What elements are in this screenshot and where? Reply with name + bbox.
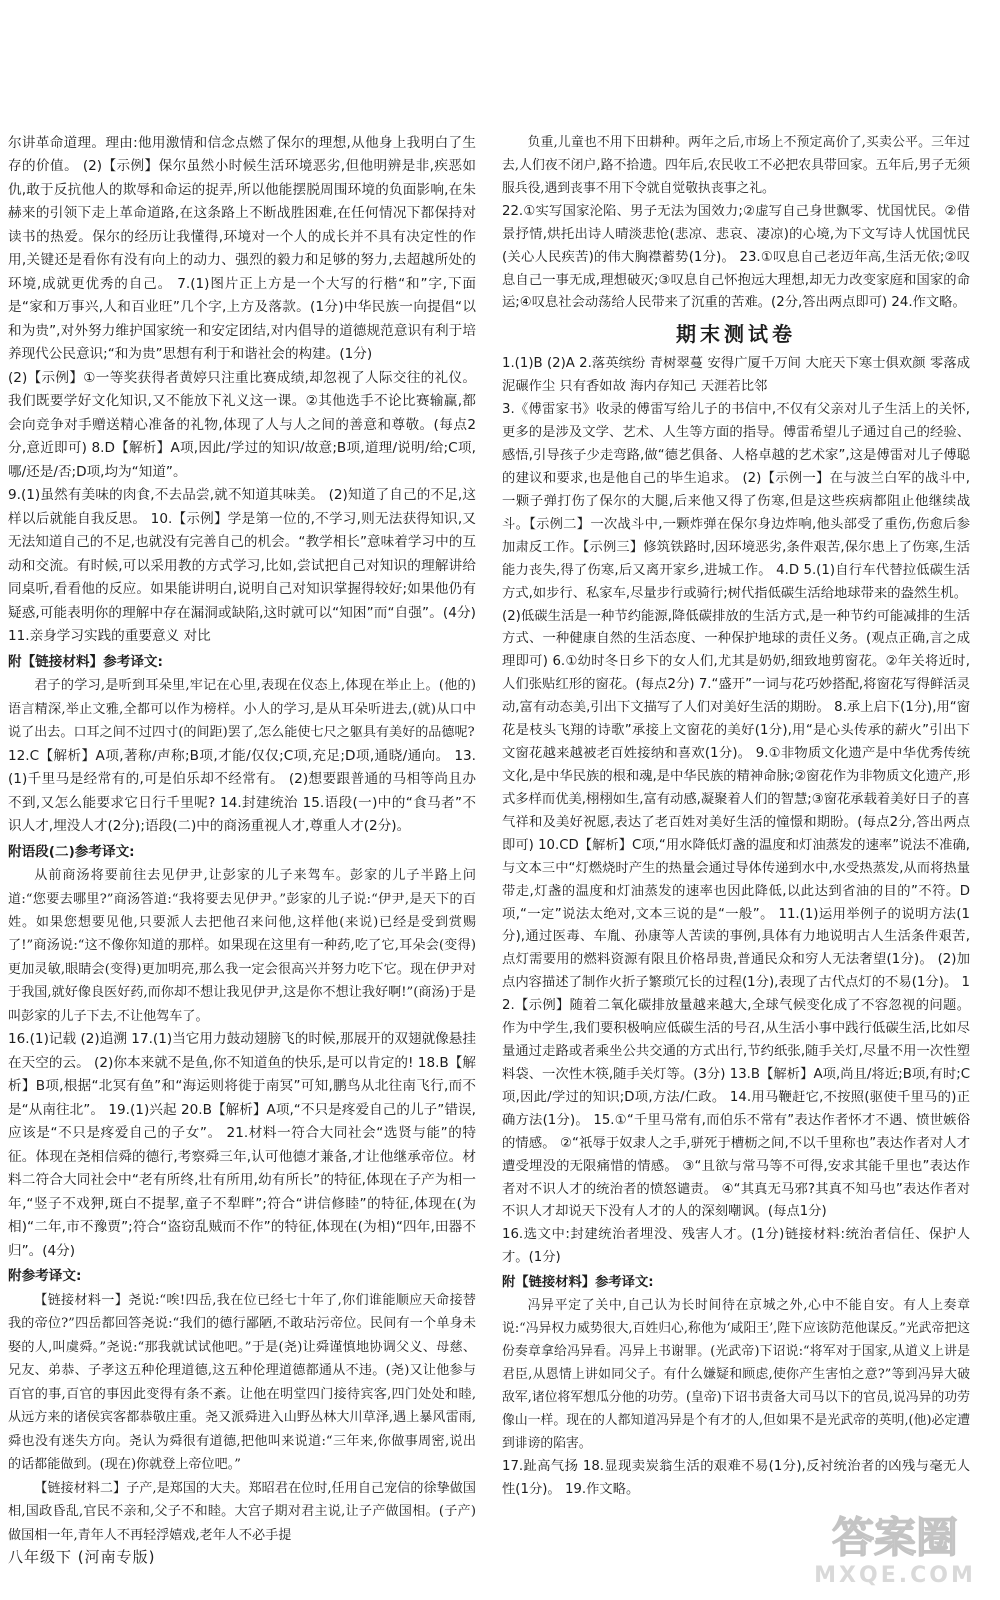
answer-paragraph: 16.选文中:封建统治者埋没、残害人才。(1分)链接材料:统治者信任、保护人才。(1分) bbox=[502, 1227, 970, 1266]
watermark-url: MXQE.COM bbox=[814, 1563, 976, 1588]
footer-grade-label: 八年级下 (河南专版) bbox=[8, 1548, 156, 1566]
answer-paragraph: 16.(1)记载 (2)追溯 17.(1)当它用力鼓动翅膀飞的时候,那展开的双翅就像悬挂在天空的云。 (2)你本来就不是鱼,你不知道鱼的快乐,是可以肯定的! 18.B【解析】B项,根据“北冥有鱼”和“海运则将徙于南冥”可知,鹏鸟从北往南飞行,而不是“从南往北”。 19.(1)兴起 20.B【解析】A项,“不只是疼爱自己的儿子”错误,应该是“不只是疼爱自己的子女”。 21.材料一符合大同社会“选贤与能”的特征。体现在尧相信舜的德行,考察舜三年,认可他德才兼备,才让他继承帝位。材料二符合大同社会中“老有所终,壮有所用,幼有所长”的特征,体现在子产为相一年,“竖子不戏狎,斑白不提挈,童子不犁畔”;符合“讲信修睦”的特征,体现在(为相)“二年,市不豫贾”;符合“盗窃乱贼而不作”的特征,体现在(为相)“四年,田器不归”。(4分) bbox=[8, 1031, 476, 1259]
section-title: 期末测试卷 bbox=[676, 322, 796, 347]
translation-paragraph: 负重,儿童也不用下田耕种。两年之后,市场上不预定高价了,买卖公平。三年过去,人们夜不闭户,路不拾遗。四年后,农民收工不必把农具带回家。五年后,男子无须服兵役,遇到丧事不用下令就自觉敬执丧事之礼。 bbox=[502, 135, 970, 196]
answer-paragraph: 9.(1)虽然有美味的肉食,不去品尝,就不知道其味美。 (2)知道了自己的不足,这样以后就能自我反思。 10.【示例】学是第一位的,不学习,则无法获得知识,又无法知道自己的不足,也就没有完善自己的机会。“教学相长”意味着学习中的互动和交流。有时候,可以采用教的方式学习,比如,尝试把自己对知识的理解讲给同桌听,看看他的反应。如果能讲明白,说明自己对知识掌握得较好;如果他仍有疑惑,可能表明你的理解中存在漏洞或缺陷,这时就可以“知困”而“自强”。(4分) 11.亲身学习实践的重要意义 对比 bbox=[8, 487, 476, 645]
translation-paragraph: 从前商汤将要前往去见伊尹,让彭家的儿子来驾车。彭家的儿子半路上问道:“您要去哪里?”商汤答道:“我将要去见伊尹。”彭家的儿子说:“伊尹,是天下的百姓。如果您想要见他,只要派人去把他召来问他,这样他(来说)已经是受到赏赐了!”商汤说:“这不像你知道的那样。如果现在这里有一种药,吃了它,耳朵会(变得)更加灵敏,眼睛会(变得)更加明亮,那么我一定会很高兴并努力吃下它。现在伊尹对于我国,就好像良医好药,而你却不想让我见伊尹,这是你不想让我好啊!”(商汤)于是叫彭家的儿子下去,不让他驾车了。 bbox=[8, 868, 476, 1024]
translation-heading: 附【链接材料】参考译文: bbox=[502, 1275, 654, 1291]
answer-paragraph: 尔讲革命道理。理由:他用激情和信念点燃了保尔的理想,从他身上我明白了生存的价值。 (2)【示例】保尔虽然小时候生活环境恶劣,但他明辨是非,疾恶如仇,敢于反抗他人的欺辱和命运的捉弄,所以他能摆脱周围环境的负面影响,在朱赫来的引领下走上革命道路,在这条路上不断战胜困难,在任何情况下都保持对读书的热爱。保尔的经历让我懂得,环境对一个人的成长并不具有决定性的作用,关键还是看你有没有向上的动力、强烈的毅力和足够的努力,去超越所处的环境,成就更优秀的自己。 7.(1)图片正上方是一个大写的行楷“和”字,下面是“家和万事兴,人和百业旺”几个字,上方及落款。(1分)中华民族一向提倡“以和为贵”,对外努力维护国家统一和安定团结,对内倡导的道德规范意识有利于培养现代公民意识;“和为贵”思想有利于和谐社会的构建。(1分) bbox=[8, 135, 476, 363]
watermark-logo bbox=[800, 1500, 990, 1590]
translation-heading: 附参考译文: bbox=[8, 1268, 82, 1285]
answer-paragraph: (2)【示例】①一等奖获得者黄婷只注重比赛成绩,却忽视了人际交往的礼仪。我们既要学好文化知识,又不能放下礼义这一课。②其他选手不论比赛输赢,都会向竞争对手赠送精心准备的礼物,体现了人与人之间的善意和尊敬。(每点2分,意近即可) 8.D【解析】A项,因此/学过的知识/故意;B项,道理/说明/给;C项,哪/还是/否;D项,均为“知道”。 bbox=[8, 369, 476, 480]
right-column bbox=[502, 132, 970, 1552]
translation-paragraph: 【链接材料二】子产,是郑国的大夫。郑昭君在位时,任用自己宠信的徐挚做国相,国政昏乱,官民不亲和,父子不和睦。大宫子期对君主说,让子产做国相。(子产)做国相一年,青年人不再轻浮嬉戏,老年人不必手提 bbox=[8, 1480, 476, 1543]
answer-paragraph: 22.①实写国家沦陷、男子无法为国效力;②虚写自己身世飘零、忧国忧民。②借景抒情,烘托出诗人晴淡悲怆(悲凉、悲哀、凄凉)的心境,为下文写诗人忧国忧民(关心人民疾苦)的伟大胸襟蓄势(1分)。 23.①叹息自己老迈年高,生活无依;②叹息自己一事无成,理想破灭;③叹息自己怀抱远大理想,却无力改变家庭和国家的命运;④叹息社会动荡给人民带来了沉重的苦难。(2分,答出两点即可) 24.作文略。 bbox=[502, 203, 970, 311]
translation-heading: 附语段(二)参考译文: bbox=[8, 843, 135, 860]
translation-paragraph: 君子的学习,是听到耳朵里,牢记在心里,表现在仪态上,体现在举止上。(他的)语言精深,举止文雅,全都可以作为榜样。小人的学习,是从耳朵听进去,(就)从口中说了出去。口耳之间不过四寸(的间距)罢了,怎么能使七尺之躯具有美好的品德呢? bbox=[8, 678, 476, 741]
answer-paragraph: 1.(1)B (2)A 2.落英缤纷 青树翠蔓 安得广厦千万间 大庇天下寒士俱欢颜 零落成泥碾作尘 只有香如故 海内存知己 天涯若比邻 bbox=[502, 356, 970, 395]
translation-paragraph: 冯异平定了关中,自己认为长时间待在京城之外,心中不能自安。有人上奏章说:“冯异权力威势很大,百姓归心,称他为‘咸阳王’,陛下应该防范他谋反。”光武帝把这份奏章拿给冯异看。冯异上书谢罪。(光武帝)下诏说:“将军对于国家,从道义上讲是君臣,从恩情上讲如同父子。有什么嫌疑和顾虑,使你产生害怕之意?”等到冯异大破敌军,诸位将军想瓜分他的功劳。(皇帝)下诏书责备大司马以下的官员,说冯异的功劳像山一样。现在的人都知道冯异是个有才的人,但如果不是光武帝的英明,(他)必定遭到诽谤的陷害。 bbox=[502, 1298, 970, 1451]
watermark-logo-text: 答案圈 bbox=[831, 1513, 959, 1562]
answer-paragraph: 12.C【解析】A项,著称/声称;B项,才能/仅仅;C项,充足;D项,通晓/通向。 13.(1)千里马是经常有的,可是伯乐却不经常有。 (2)想要跟普通的马相等尚且办不到,又怎么能要求它日行千里呢? 14.封建统治 15.语段(一)中的“食马者”不识人才,埋没人才(2分);语段(二)中的商汤重视人才,尊重人才(2分)。 bbox=[8, 747, 476, 835]
answer-paragraph: 17.趾高气扬 18.显现卖炭翁生活的艰难不易(1分),反衬统治者的凶残与毫无人性(1分)。 19.作文略。 bbox=[502, 1458, 970, 1497]
answer-paragraph: (2)低碳生活是一种节约能源,降低碳排放的生活方式,是一种节约可能减排的生活方式、一种健康自然的生活态度、一种保护地球的责任义务。(观点正确,言之成理即可) 6.①幼时冬日乡下的女人们,尤其是奶奶,细致地剪窗花。②年关将近时,人们张贴红形的窗花。(每点2分) 7.“盛开”一词与花巧妙搭配,将窗花写得鲜活灵动,富有动态美,引出下文描写了人们对美好生活的期盼。 8.承上启下(1分),用“窗花是枝头飞翔的诗歌”承接上文窗花的美好(1分),用“是心头传承的薪火”引出下文窗花越来越被老百姓接纳和喜欢(1分)。 9.①非物质文化遗产是中华优秀传统文化,是中华民族的根和魂,是中华民族的精神命脉;②窗花作为非物质文化遗产,形式多样而优美,栩栩如生,富有动感,凝聚着人们的智慧;③窗花承载着美好日子的喜气祥和及美好祝愿,表达了老百姓对美好生活的憧憬和期盼。(每点2分,答出两点即可) 10.CD【解析】C项,“用水降低灯盏的温度和灯油蒸发的速率”说法不准确,与文本三中“灯燃烧时产生的热量会通过导体传递到水中,水受热蒸发,从而将热量带走,灯盏的温度和灯油蒸发的速率也因此降低,以此达到省油的目的”不符。D项,“一定”说法太绝对,文本三说的是“一般”。 11.(1)运用举例子的说明方法(1分),通过医毒、车胤、孙康等人苦读的事例,具体有力地说明古人生活条件艰苦,点灯需要用的燃料资源有限且价格昂贵,普通民众和穷人无法奢望(1分)。 (2)加点内容描述了制作火折子繁琐冗长的过程(1分),表现了古代点灯的不易(1分)。 12.【示例】随着二氧化碳排放量越来越大,全球气候变化成了不容忽视的问题。作为中学生,我们要积极响应低碳生活的号召,从生活小事中践行低碳生活,比如尽量通过走路或者乘坐公共交通的方式出行,节约纸张,随手关灯,尽量不用一次性塑料袋、一次性木筷,随手关灯等。(3分) 13.B【解析】A项,尚且/将近;B项,有时;C项,因此/学过的知识;D项,方法/仁政。 14.用马鞭赶它,不按照(驱使千里马的)正确方法(1分)。 15.①“千里马常有,而伯乐不常有”表达作者怀才不遇、愤世嫉俗的情感。 ②“祇辱于奴隶人之手,骈死于槽枥之间,不以千里称也”表达作者对人才遭受埋没的无限痛惜的情感。 ③“且欲与常马等不可得,安求其能千里也”表达作者对不识人才的统治者的愤怒谴责。 ④“其真无马邪?其真不知马也”表达作者对不识人才却说天下没有人才的人的深刻嘲讽。(每点1分) bbox=[502, 608, 970, 1220]
translation-paragraph: 【链接材料一】尧说:“唉!四岳,我在位已经七十年了,你们谁能顺应天命接替我的帝位?”四岳都回答尧说:“我们的德行鄙陋,不敢玷污帝位。民间有一个单身未娶的人,叫虞舜。”尧说:“那我就试试他吧。”于是(尧)让舜谨慎地协调父义、母慈、兄友、弟恭、子孝这五种伦理道德,这五种伦理道德都通从不违。(尧)又让他参与百官的事,百官的事因此变得有条不紊。让他在明堂四门接待宾客,四门处处和睦,从远方来的诸侯宾客都恭敬庄重。尧又派舜进入山野丛林大川草泽,遇上暴风雷雨,舜也没有迷失方向。尧认为舜很有道德,把他叫来说道:“三年来,你做事周密,说出的话都能做到。(现在)你就登上帝位吧。” bbox=[8, 1292, 476, 1473]
answer-paragraph: 3.《傅雷家书》收录的傅雷写给儿子的书信中,不仅有父亲对儿子生活上的关怀,更多的是涉及文学、艺术、人生等方面的指导。傅雷希望儿子通过自己的经验、感悟,引导孩子少走弯路,做“德艺俱备、人格卓越的艺术家”,这是傅雷对儿子傅聪的建议和要求,也是他自己的毕生追求。 (2)【示例一】在与波兰白军的战斗中,一颗子弹打伤了保尔的大腿,后来他又得了伤寒,但是这些疾病都阻止他继续战斗。【示例二】一次战斗中,一颗炸弹在保尔身边炸响,他头部受了重伤,伤愈后参加肃反工作。【示例三】修筑铁路时,因环境恶劣,条件艰苦,保尔患上了伤寒,生活能力丧失,得了伤寒,后又离开家乡,进城工作。 4.D 5.(1)自行车代替拉低碳生活方式,如步行、私家车,尽量步行或骑行;树代指低碳生活给地球带来的盎然生机。 bbox=[502, 402, 970, 601]
translation-heading: 附【链接材料】参考译文: bbox=[8, 653, 163, 670]
left-column bbox=[8, 132, 476, 1552]
